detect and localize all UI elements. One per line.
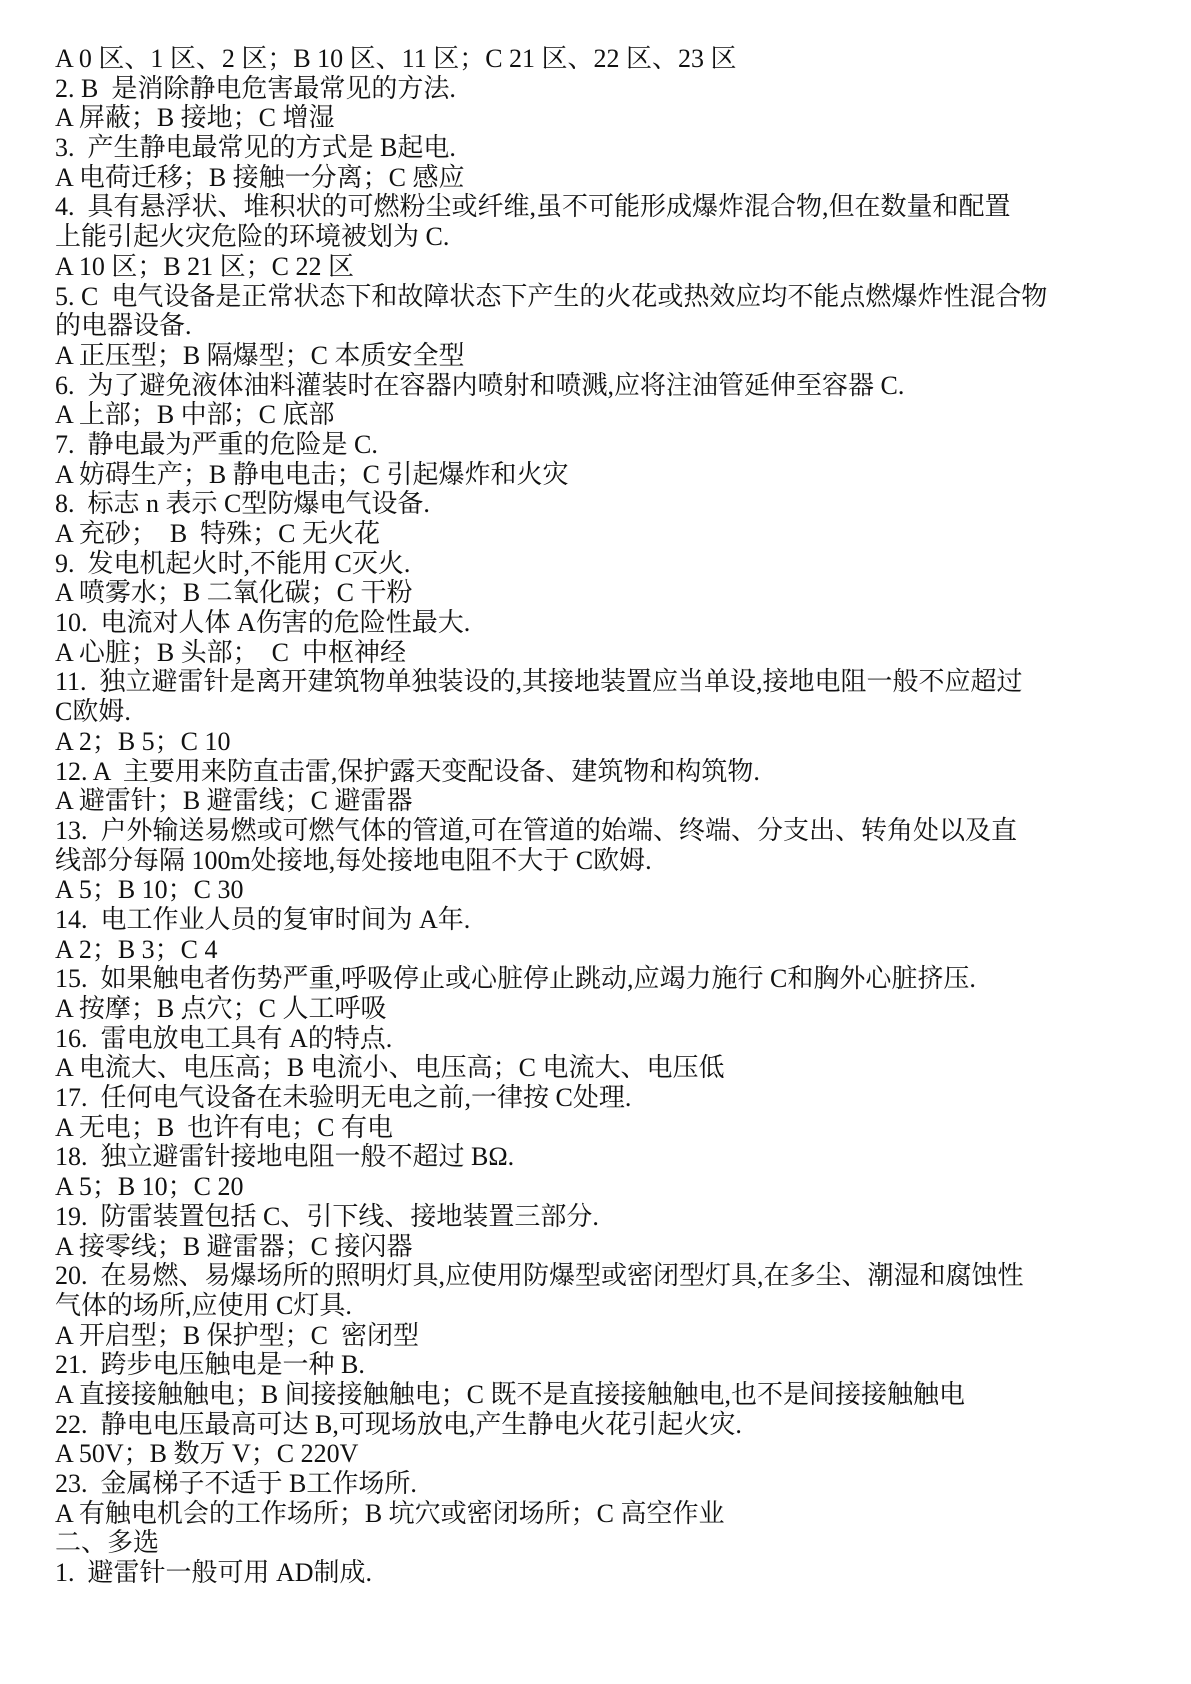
- question-line: 13. 户外输送易燃或可燃气体的管道,可在管道的始端、终端、分支出、转角处以及直: [55, 815, 1018, 845]
- options-line: A 上部；B 中部；C 底部: [55, 400, 335, 430]
- options-line: A 避雷针；B 避雷线；C 避雷器: [55, 786, 413, 816]
- options-line: A 10 区；B 21 区；C 22 区: [55, 251, 355, 281]
- options-line: A 充砂； B 特殊；C 无火花: [55, 519, 381, 548]
- options-line: A 有触电机会的工作场所；B 坑穴或密闭场所；C 高空作业: [55, 1498, 725, 1528]
- options-line: A 心脏；B 头部； C 中枢神经: [55, 637, 407, 667]
- question-line: 3. 产生静电最常见的方式是 B起电.: [55, 133, 456, 163]
- question-line: 6. 为了避免液体油料灌装时在容器内喷射和喷溅,应将注油管延伸至容器 C.: [55, 370, 905, 400]
- question-line: 16. 雷电放电工具有 A的特点.: [55, 1023, 393, 1053]
- options-line: A 喷雾水；B 二氧化碳；C 干粉: [55, 578, 413, 608]
- question-line: 15. 如果触电者伤势严重,呼吸停止或心脏停止跳动,应竭力施行 C和胸外心脏挤压.: [55, 964, 976, 994]
- question-line: 21. 跨步电压触电是一种 B.: [55, 1350, 365, 1380]
- question-line: 19. 防雷装置包括 C、引下线、接地装置三部分.: [55, 1201, 599, 1231]
- options-line: A 接零线；B 避雷器；C 接闪器: [55, 1231, 413, 1261]
- options-line: A 正压型；B 隔爆型；C 本质安全型: [55, 340, 465, 370]
- question-line: 14. 电工作业人员的复审时间为 A年.: [55, 904, 471, 934]
- options-line: A 电荷迁移；B 接触一分离；C 感应: [55, 162, 465, 192]
- options-line: A 5；B 10；C 20: [55, 1172, 244, 1202]
- question-line: 8. 标志 n 表示 C型防爆电气设备.: [55, 489, 430, 519]
- question-continuation-line: 上能引起火灾危险的环境被划为 C.: [55, 222, 450, 252]
- question-line: 4. 具有悬浮状、堆积状的可燃粉尘或纤维,虽不可能形成爆炸混合物,但在数量和配置: [55, 192, 1011, 222]
- options-line: A 2；B 5；C 10: [55, 726, 231, 756]
- options-line: A 电流大、电压高；B 电流小、电压高；C 电流大、电压低: [55, 1053, 725, 1083]
- document-page: [55, 44, 1155, 1588]
- options-line: A 无电；B 也许有电；C 有电: [55, 1112, 394, 1142]
- question-line: 12. A 主要用来防直击雷,保护露天变配设备、建筑物和构筑物.: [55, 756, 760, 786]
- question-line: 22. 静电电压最高可达 B,可现场放电,产生静电火花引起火灾.: [55, 1409, 742, 1439]
- question-line: 20. 在易燃、易爆场所的照明灯具,应使用防爆型或密闭型灯具,在多尘、潮湿和腐蚀性: [55, 1261, 1024, 1291]
- options-line: A 2；B 3；C 4: [55, 934, 218, 964]
- question-line: 9. 发电机起火时,不能用 C灭火.: [55, 548, 411, 578]
- options-line: A 0 区、1 区、2 区；B 10 区、11 区；C 21 区、22 区、23 区: [55, 44, 737, 73]
- question-line: 2. B 是消除静电危害最常见的方法.: [55, 73, 456, 103]
- question-line: 1. 避雷针一般可用 AD制成.: [55, 1558, 373, 1588]
- options-line: A 50V；B 数万 V；C 220V: [55, 1439, 359, 1469]
- section-heading: 二、多选: [55, 1528, 160, 1558]
- question-line: 17. 任何电气设备在未验明无电之前,一律按 C处理.: [55, 1083, 632, 1113]
- options-line: A 妨碍生产；B 静电电击；C 引起爆炸和火灾: [55, 459, 569, 489]
- options-line: A 直接接触触电；B 间接接触触电；C 既不是直接接触触电,也不是间接接触触电: [55, 1379, 966, 1409]
- options-line: A 按摩；B 点穴；C 人工呼吸: [55, 994, 387, 1023]
- options-line: A 5；B 10；C 30: [55, 875, 244, 905]
- question-line: 10. 电流对人体 A伤害的危险性最大.: [55, 608, 471, 638]
- question-continuation-line: 线部分每隔 100m处接地,每处接地电阻不大于 C欧姆.: [55, 845, 652, 875]
- options-line: A 屏蔽；B 接地；C 增湿: [55, 103, 335, 133]
- question-line: 18. 独立避雷针接地电阻一般不超过 BΩ.: [55, 1142, 515, 1172]
- question-continuation-line: 的电器设备.: [55, 311, 192, 341]
- options-line: A 开启型；B 保护型；C 密闭型: [55, 1320, 420, 1350]
- question-line: 11. 独立避雷针是离开建筑物单独装设的,其接地装置应当单设,接地电阻一般不应超过: [55, 667, 1023, 697]
- question-line: 23. 金属梯子不适于 B工作场所.: [55, 1469, 417, 1498]
- question-line: 7. 静电最为严重的危险是 C.: [55, 429, 378, 459]
- question-continuation-line: 气体的场所,应使用 C灯具.: [55, 1290, 352, 1320]
- question-line: 5. C 电气设备是正常状态下和故障状态下产生的火花或热效应均不能点燃爆炸性混合物: [55, 281, 1048, 311]
- question-continuation-line: C欧姆.: [55, 697, 131, 727]
